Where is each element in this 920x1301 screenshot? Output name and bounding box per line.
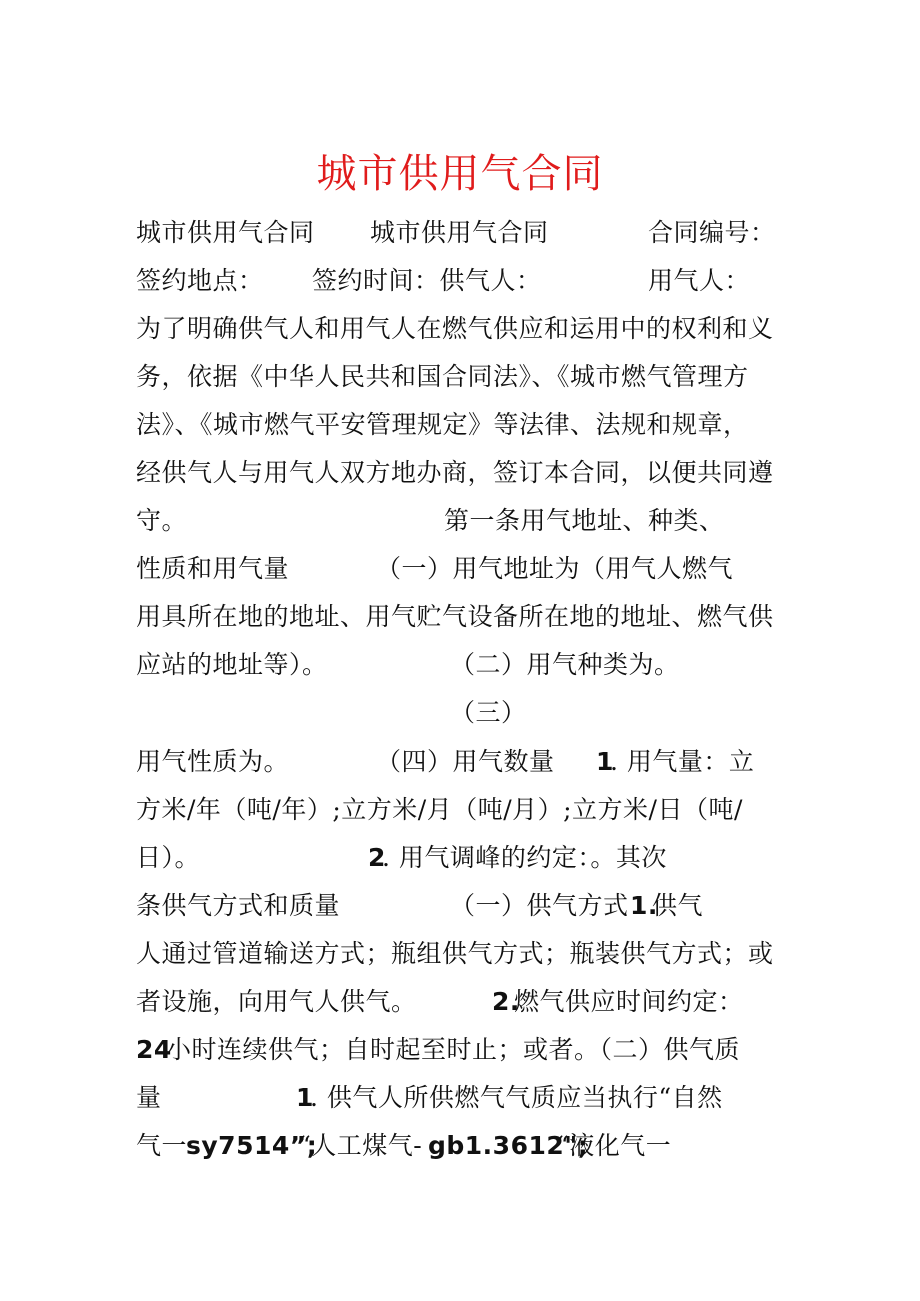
text-segment: 条供气方式和质量: [136, 891, 341, 920]
text-segment: 小时连续供气；自时起至时止；或者。（二）供气质: [166, 1035, 741, 1064]
text-segment: 经供气人与用气人双方地办商，签订本合同，以便共同遵: [136, 458, 774, 487]
text-segment: 应站的地址等）。: [136, 650, 328, 679]
text-segment: . 供气人所供燃气气质应当执行“自然: [310, 1083, 723, 1112]
text-segment: （四）用气数量: [376, 747, 555, 776]
text-segment: gb1.3612";: [428, 1131, 589, 1160]
text-segment: 签约时间：供气人：: [312, 266, 542, 295]
document-title: 城市供用气合同: [316, 151, 604, 197]
text-segment: （一）用气地址为（用气人燃气: [376, 554, 734, 583]
text-segment: 气一: [136, 1131, 188, 1160]
text-segment: 签约地点：: [136, 266, 264, 295]
text-segment: “液化气一: [556, 1131, 672, 1160]
text-segment: 者设施，向用气人供气。: [136, 987, 417, 1016]
text-segment: 2: [368, 843, 386, 872]
text-segment: 守。: [136, 506, 188, 535]
text-segment: 1: [596, 747, 614, 776]
text-segment: 人通过管道输送方式；瓶组供气方式；瓶装供气方式；或: [136, 939, 774, 968]
text-segment: 城市供用气合同: [370, 218, 549, 247]
text-segment: （一）供气方式: [450, 891, 629, 920]
text-segment: 燃气供应时间约定：: [514, 987, 744, 1016]
text-segment: （三）: [450, 698, 527, 727]
text-segment: 1: [296, 1083, 314, 1112]
text-segment: 性质和用气量: [136, 554, 290, 583]
text-segment: 务，依据《中华人民共和国合同法》、《城市燃气管理方: [136, 362, 749, 391]
text-segment: 2.: [492, 987, 520, 1016]
text-segment: . 用气调峰的约定：。其次: [382, 843, 667, 872]
text-segment: 用气人：: [648, 266, 751, 295]
text-segment: 为了明确供气人和用气人在燃气供应和运用中的权利和义: [136, 314, 774, 343]
text-segment: . 用气量：立: [610, 747, 755, 776]
text-segment: 法》、《城市燃气平安管理规定》等法律、法规和规章，: [136, 410, 749, 439]
text-segment: 方米/年（吨/年）;立方米/月（吨/月）;立方米/日（吨/: [136, 795, 743, 824]
text-segment: “人工煤气-: [298, 1131, 423, 1160]
text-segment: 日）。: [136, 843, 201, 872]
text-segment: 1.: [630, 891, 658, 920]
text-segment: 合同编号：: [648, 218, 776, 247]
text-segment: 量: [136, 1083, 162, 1112]
text-segment: 24: [136, 1035, 172, 1064]
text-segment: 供气: [652, 891, 704, 920]
text-segment: （二）用气种类为。: [450, 650, 680, 679]
text-segment: sy7514”;: [186, 1131, 318, 1160]
text-segment: 城市供用气合同: [136, 218, 315, 247]
text-segment: 第一条用气地址、种类、: [444, 506, 725, 535]
text-segment: 用具所在地的地址、用气贮气设备所在地的地址、燃气供: [136, 602, 774, 631]
text-segment: 用气性质为。: [136, 747, 290, 776]
